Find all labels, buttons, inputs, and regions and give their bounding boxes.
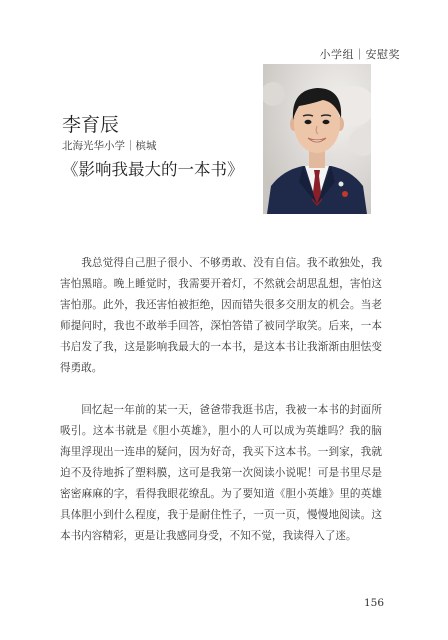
category-label: 小学组｜安慰奖: [319, 48, 400, 61]
essay-body: [60, 253, 382, 547]
author-portrait-image: [263, 64, 371, 214]
author-school: 北海光华小学｜槟城: [62, 140, 157, 152]
page-number: 156: [363, 597, 384, 609]
author-name: 李育辰: [62, 114, 120, 136]
essay-paragraph-1: 我总觉得自己胆子很小、不够勇敢、没有自信。我不敢独处，我害怕黑暗。晚上睡觉时，我需要开着灯，不然就会胡思乱想，害怕这害怕那。此外，我还害怕被拒绝，因而错失很多交朋友的机会。当老师提问时，我也不敢举手回答，深怕答错了被同学取笑。后来，一本书启发了我，这是影响我最大的一本书，是这本书让我渐渐由胆怯变得勇敢。: [60, 257, 382, 374]
essay-title: 《影响我最大的一本书》: [62, 160, 244, 179]
author-photo: [263, 64, 371, 214]
essay-paragraph-2: 回忆起一年前的某一天，爸爸带我逛书店，我被一本书的封面所吸引。这本书就是《胆小英雄》，胆小的人可以成为英雄吗？我的脑海里浮现出一连串的疑问，因为好奇，我买下这本书。一到家，我就迫不及待地拆了塑料膜，这可是我第一次阅读小说呢！可是书里尽是密密麻麻的字，看得我眼花缭乱。为了要知道《胆小英雄》里的英雄具体胆小到什么程度，我于是耐住性子，一页一页，慢慢地阅读。这本书内容精彩，更是让我感同身受，不知不觉，我读得入了迷。: [60, 404, 382, 542]
